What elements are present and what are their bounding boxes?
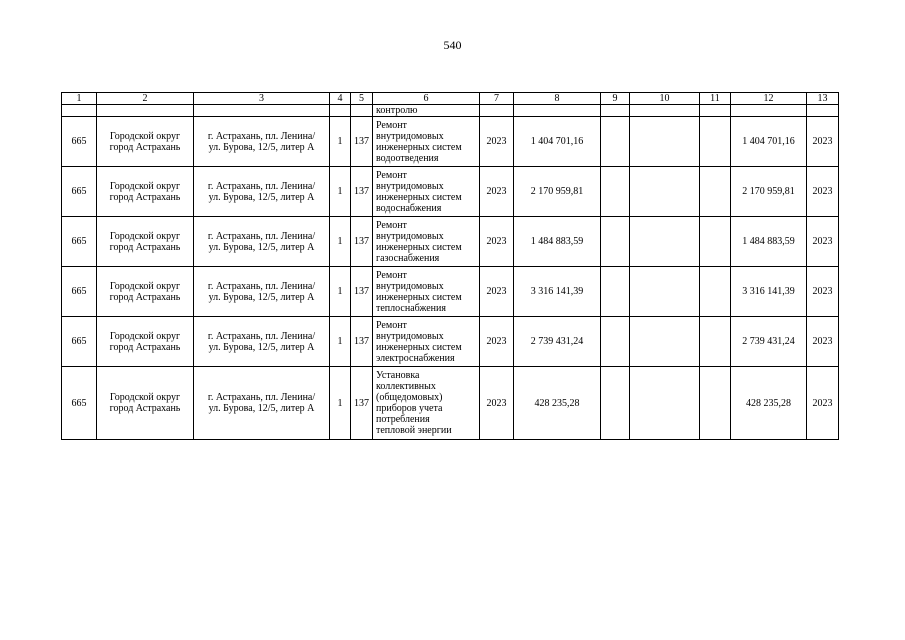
- address-line: ул. Бурова, 12/5, литер А: [208, 191, 315, 203]
- empty-cell: [700, 217, 731, 267]
- total-cost: 428 235,28: [731, 367, 807, 440]
- work-type-line: внутридомовых: [376, 230, 444, 242]
- work-type-line: внутридомовых: [376, 280, 444, 292]
- municipality: [97, 367, 194, 440]
- work-type-line: Ремонт: [376, 219, 407, 231]
- col-5-value: 137: [351, 167, 373, 217]
- header-cell: 8: [514, 93, 601, 105]
- address-line: г. Астрахань, пл. Ленина/: [207, 230, 316, 242]
- col-4-value: 1: [330, 317, 351, 367]
- header-cell: 3: [194, 93, 330, 105]
- completion-year: 2023: [807, 167, 839, 217]
- header-cell: 12: [731, 93, 807, 105]
- work-type-line: тепловой энергии: [376, 425, 452, 436]
- year: 2023: [480, 117, 514, 167]
- work-type: [373, 317, 480, 367]
- municipality-line: Городской округ: [109, 230, 181, 242]
- empty-cell: [731, 105, 807, 117]
- col-4-value: 1: [330, 167, 351, 217]
- total-cost: 1 484 883,59: [731, 217, 807, 267]
- municipality-line: Городской округ: [109, 130, 181, 142]
- work-type-line: потребления: [376, 414, 430, 425]
- empty-cell: [630, 267, 700, 317]
- address-line: ул. Бурова, 12/5, литер А: [208, 141, 315, 153]
- header-cell: 7: [480, 93, 514, 105]
- empty-cell: [514, 105, 601, 117]
- work-type-line: внутридомовых: [376, 130, 444, 142]
- table-row: [62, 167, 839, 217]
- empty-cell: [630, 317, 700, 367]
- header-cell: 5: [351, 93, 373, 105]
- year: 2023: [480, 217, 514, 267]
- municipality-line: город Астрахань: [109, 141, 181, 153]
- empty-cell: [700, 367, 731, 440]
- empty-cell: [601, 367, 630, 440]
- work-type-line: (общедомовых): [376, 392, 443, 403]
- empty-cell: [700, 167, 731, 217]
- municipality: [97, 267, 194, 317]
- work-type-line: инженерных систем: [376, 191, 462, 203]
- continuation-text: контролю: [373, 105, 480, 117]
- header-cell: 9: [601, 93, 630, 105]
- empty-cell: [630, 167, 700, 217]
- address: [194, 117, 330, 167]
- municipality-line: город Астрахань: [109, 191, 181, 203]
- address-line: г. Астрахань, пл. Ленина/: [207, 180, 316, 192]
- address: [194, 217, 330, 267]
- empty-cell: [601, 105, 630, 117]
- row-number: 665: [62, 367, 97, 440]
- work-type-line: инженерных систем: [376, 341, 462, 353]
- work-type-line: инженерных систем: [376, 141, 462, 153]
- header-cell: 11: [700, 93, 731, 105]
- empty-cell: [700, 117, 731, 167]
- work-type-line: водоснабжения: [376, 202, 442, 214]
- work-type: [373, 167, 480, 217]
- capital-repair-table: [61, 92, 839, 440]
- row-number: 665: [62, 217, 97, 267]
- completion-year: 2023: [807, 117, 839, 167]
- work-type: [373, 267, 480, 317]
- address: [194, 317, 330, 367]
- total-cost: 1 404 701,16: [731, 117, 807, 167]
- cost: 3 316 141,39: [514, 267, 601, 317]
- cost: 2 170 959,81: [514, 167, 601, 217]
- empty-cell: [601, 167, 630, 217]
- municipality: [97, 117, 194, 167]
- cost: 1 404 701,16: [514, 117, 601, 167]
- work-type-line: теплоснабжения: [376, 302, 446, 314]
- col-5-value: 137: [351, 317, 373, 367]
- col-5-value: 137: [351, 367, 373, 440]
- work-type-line: Ремонт: [376, 319, 407, 331]
- completion-year: 2023: [807, 367, 839, 440]
- work-type-line: Установка: [376, 370, 420, 381]
- address: [194, 367, 330, 440]
- table-row: [62, 267, 839, 317]
- empty-cell: [630, 105, 700, 117]
- municipality: [97, 167, 194, 217]
- empty-cell: [630, 217, 700, 267]
- total-cost: 2 739 431,24: [731, 317, 807, 367]
- header-cell: 13: [807, 93, 839, 105]
- address: [194, 267, 330, 317]
- work-type-line: Ремонт: [376, 119, 407, 131]
- completion-year: 2023: [807, 317, 839, 367]
- header-cell: 2: [97, 93, 194, 105]
- address-line: ул. Бурова, 12/5, литер А: [208, 403, 315, 414]
- col-4-value: 1: [330, 367, 351, 440]
- municipality-line: Городской округ: [109, 392, 181, 403]
- empty-cell: [480, 105, 514, 117]
- row-number: 665: [62, 317, 97, 367]
- empty-cell: [630, 367, 700, 440]
- address-line: г. Астрахань, пл. Ленина/: [207, 330, 316, 342]
- empty-cell: [700, 105, 731, 117]
- year: 2023: [480, 367, 514, 440]
- total-cost: 3 316 141,39: [731, 267, 807, 317]
- total-cost: 2 170 959,81: [731, 167, 807, 217]
- year: 2023: [480, 267, 514, 317]
- continuation-row: [62, 105, 839, 117]
- empty-cell: [601, 217, 630, 267]
- col-5-value: 137: [351, 217, 373, 267]
- table-row: [62, 217, 839, 267]
- header-cell: 1: [62, 93, 97, 105]
- empty-cell: [62, 105, 97, 117]
- empty-cell: [601, 267, 630, 317]
- municipality-line: Городской округ: [109, 280, 181, 292]
- empty-cell: [700, 317, 731, 367]
- empty-cell: [97, 105, 194, 117]
- cost: 428 235,28: [514, 367, 601, 440]
- municipality-line: город Астрахань: [109, 341, 181, 353]
- work-type-line: газоснабжения: [376, 252, 440, 264]
- work-type-line: внутридомовых: [376, 180, 444, 192]
- address: [194, 167, 330, 217]
- header-cell: 10: [630, 93, 700, 105]
- col-5-value: 137: [351, 267, 373, 317]
- header-cell: 4: [330, 93, 351, 105]
- work-type-line: внутридомовых: [376, 330, 444, 342]
- work-type: [373, 217, 480, 267]
- municipality: [97, 317, 194, 367]
- work-type-line: Ремонт: [376, 269, 407, 281]
- empty-cell: [700, 267, 731, 317]
- empty-cell: [351, 105, 373, 117]
- municipality-line: Городской округ: [109, 180, 181, 192]
- work-type: [373, 117, 480, 167]
- column-number-header: [62, 93, 839, 105]
- empty-cell: [601, 317, 630, 367]
- row-number: 665: [62, 167, 97, 217]
- cost: 1 484 883,59: [514, 217, 601, 267]
- municipality-line: город Астрахань: [109, 241, 181, 253]
- col-4-value: 1: [330, 267, 351, 317]
- work-type: [373, 367, 480, 440]
- address-line: ул. Бурова, 12/5, литер А: [208, 341, 315, 353]
- row-number: 665: [62, 117, 97, 167]
- municipality-line: Городской округ: [109, 330, 181, 342]
- year: 2023: [480, 317, 514, 367]
- col-5-value: 137: [351, 117, 373, 167]
- address-line: ул. Бурова, 12/5, литер А: [208, 241, 315, 253]
- table-row: [62, 367, 839, 440]
- empty-cell: [630, 117, 700, 167]
- cost: 2 739 431,24: [514, 317, 601, 367]
- year: 2023: [480, 167, 514, 217]
- work-type-line: электроснабжения: [376, 352, 455, 364]
- col-4-value: 1: [330, 117, 351, 167]
- page-number: 540: [443, 38, 462, 52]
- completion-year: 2023: [807, 267, 839, 317]
- address-line: г. Астрахань, пл. Ленина/: [207, 280, 316, 292]
- work-type-line: коллективных: [376, 381, 436, 392]
- row-number: 665: [62, 267, 97, 317]
- work-type-line: инженерных систем: [376, 291, 462, 303]
- work-type-line: водоотведения: [376, 152, 439, 164]
- empty-cell: [601, 117, 630, 167]
- completion-year: 2023: [807, 217, 839, 267]
- municipality-line: город Астрахань: [109, 291, 181, 303]
- empty-cell: [194, 105, 330, 117]
- address-line: г. Астрахань, пл. Ленина/: [207, 130, 316, 142]
- work-type-line: Ремонт: [376, 169, 407, 181]
- empty-cell: [330, 105, 351, 117]
- address-line: г. Астрахань, пл. Ленина/: [207, 392, 316, 403]
- municipality-line: город Астрахань: [109, 403, 181, 414]
- empty-cell: [807, 105, 839, 117]
- header-cell: 6: [373, 93, 480, 105]
- col-4-value: 1: [330, 217, 351, 267]
- work-type-line: приборов учета: [376, 403, 443, 414]
- table-row: [62, 317, 839, 367]
- municipality: [97, 217, 194, 267]
- work-type-line: инженерных систем: [376, 241, 462, 253]
- address-line: ул. Бурова, 12/5, литер А: [208, 291, 315, 303]
- table-row: [62, 117, 839, 167]
